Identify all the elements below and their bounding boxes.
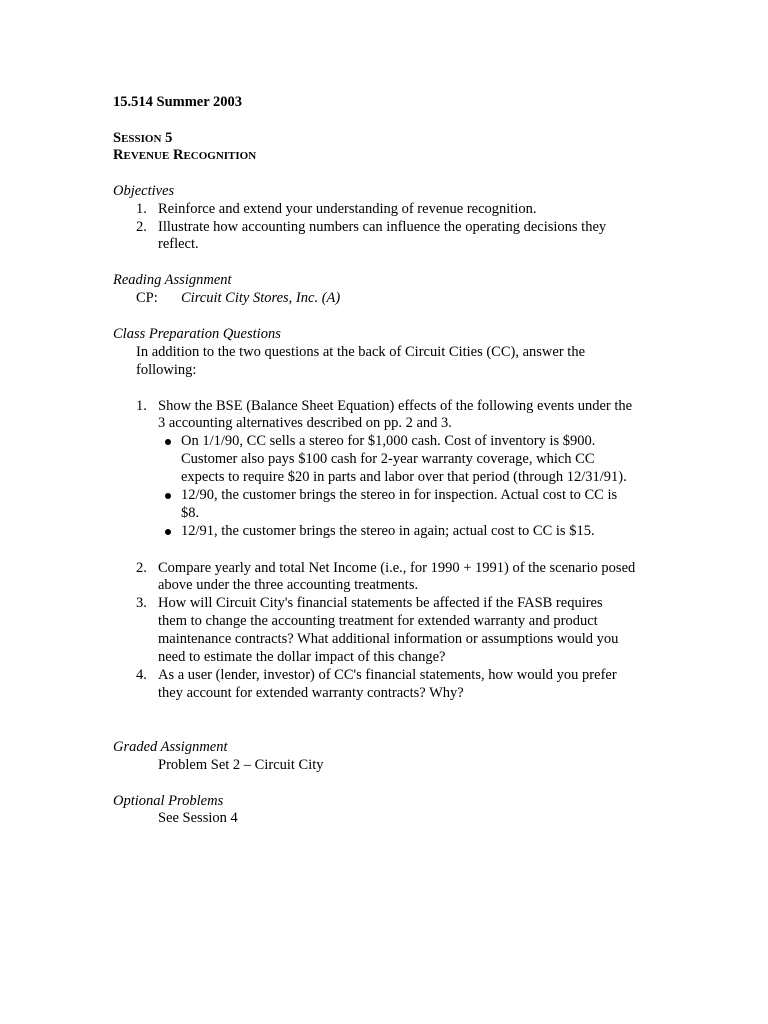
bullet-text: 12/90, the customer brings the stereo in for inspection. Actual cost to CC is bbox=[181, 487, 618, 503]
objective-number: 1. bbox=[136, 201, 147, 217]
objectives-heading: Objectives bbox=[113, 183, 175, 199]
reading-label: CP: bbox=[136, 290, 158, 306]
question-text: need to estimate the dollar impact of this change? bbox=[158, 649, 446, 665]
bullet-text: Customer also pays $100 cash for 2-year warranty coverage, which CC bbox=[181, 451, 595, 467]
objective-text: Reinforce and extend your understanding of revenue recognition. bbox=[158, 201, 537, 217]
question-text: Show the BSE (Balance Sheet Equation) effects of the following events under the bbox=[158, 398, 633, 414]
graded-text: Problem Set 2 – Circuit City bbox=[158, 757, 324, 773]
question-text: above under the three accounting treatments. bbox=[158, 577, 419, 593]
question-number: 1. bbox=[136, 398, 147, 414]
question-number: 4. bbox=[136, 667, 147, 683]
bullet-icon bbox=[165, 529, 171, 535]
topic-heading: REVENUE RECOGNITION bbox=[113, 147, 257, 163]
optional-text: See Session 4 bbox=[158, 810, 238, 826]
question-text: they account for extended warranty contracts? Why? bbox=[158, 685, 464, 701]
reading-title: Circuit City Stores, Inc. (A) bbox=[181, 290, 341, 306]
session-heading: SESSION 5 bbox=[113, 130, 173, 146]
question-text: Compare yearly and total Net Income (i.e., for 1990 + 1991) of the scenario posed bbox=[158, 560, 636, 576]
prep-intro: following: bbox=[136, 362, 197, 378]
optional-heading: Optional Problems bbox=[113, 793, 224, 809]
objective-text: Illustrate how accounting numbers can influence the operating decisions they bbox=[158, 219, 607, 235]
bullet-text: $8. bbox=[181, 505, 200, 521]
objective-text: reflect. bbox=[158, 236, 199, 252]
question-number: 3. bbox=[136, 595, 147, 611]
question-text: 3 accounting alternatives described on pp. 2 and 3. bbox=[158, 415, 452, 431]
question-text: As a user (lender, investor) of CC's financial statements, how would you prefer bbox=[158, 667, 617, 683]
prep-heading: Class Preparation Questions bbox=[113, 326, 281, 342]
bullet-icon bbox=[165, 493, 171, 499]
reading-heading: Reading Assignment bbox=[113, 272, 232, 288]
graded-heading: Graded Assignment bbox=[113, 739, 228, 755]
question-text: How will Circuit City's financial statements be affected if the FASB requires bbox=[158, 595, 603, 611]
prep-intro: In addition to the two questions at the back of Circuit Cities (CC), answer the bbox=[136, 344, 586, 360]
bullet-text: 12/91, the customer brings the stereo in again; actual cost to CC is $15. bbox=[181, 523, 595, 539]
bullet-text: expects to require $20 in parts and labor over that period (through 12/31/91). bbox=[181, 469, 627, 485]
objective-number: 2. bbox=[136, 219, 147, 235]
question-text: maintenance contracts? What additional information or assumptions would you bbox=[158, 631, 619, 647]
bullet-icon bbox=[165, 439, 171, 445]
question-number: 2. bbox=[136, 560, 147, 576]
question-text: them to change the accounting treatment for extended warranty and product bbox=[158, 613, 598, 629]
bullet-text: On 1/1/90, CC sells a stereo for $1,000 cash. Cost of inventory is $900. bbox=[181, 433, 596, 449]
course-title: 15.514 Summer 2003 bbox=[113, 94, 243, 110]
